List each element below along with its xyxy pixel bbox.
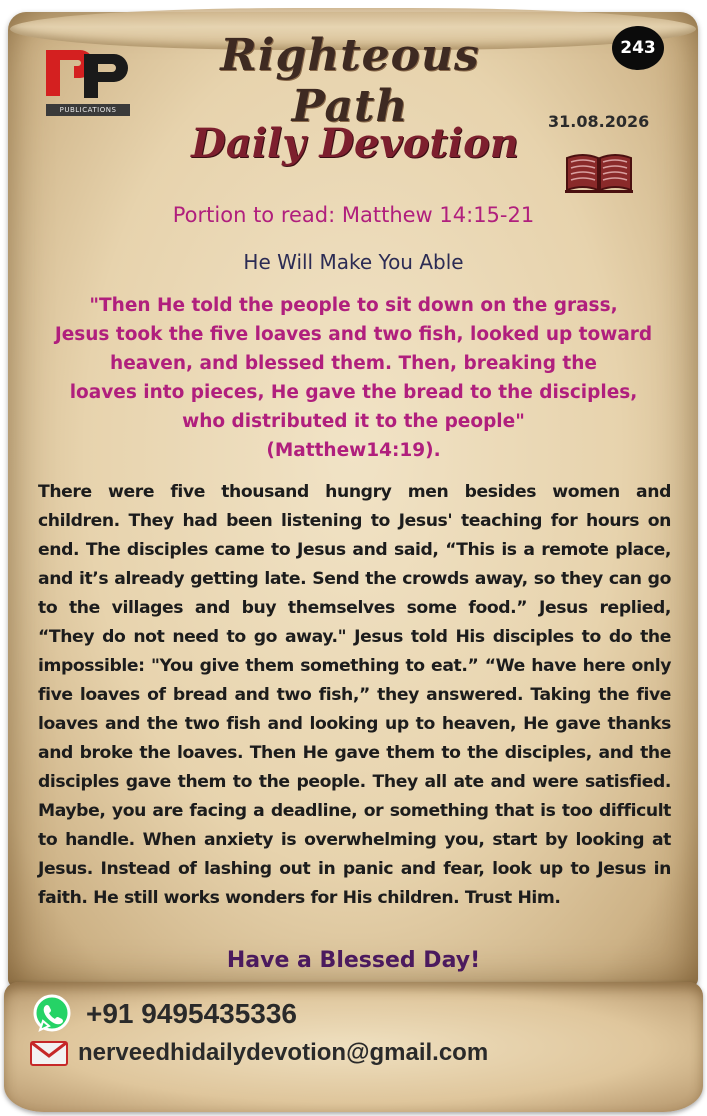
verse-line: "Then He told the people to sit down on the grass, bbox=[89, 295, 618, 316]
portion-to-read: Portion to read: Matthew 14:15-21 bbox=[172, 203, 535, 227]
contact-phone bbox=[30, 995, 297, 1033]
whatsapp-icon bbox=[30, 994, 74, 1034]
contact-email bbox=[30, 1036, 488, 1070]
devotion-body: There were five thousand hungry men besides women and children. They had been listening to Jesus' teaching for hours on end. The disciples came to Jesus and said, “This is a remote place, and it’s already getting late. Send the crowds away, so they can go to the villages and buy themselves some food.” Jesus replied, “They do not need to go away." Jesus told His disciples to do the impossible: "You give them something to eat.” “We have here only five loaves of bread and two fish,” they answered. Taking the five loaves and the two fish and looking up to heaven, He gave thanks and broke the loaves. Then He gave them to the disciples, and the disciples gave them to the people. They all ate and were satisfied. Maybe, you are facing a deadline, or something that is too difficult to handle. When anxiety is overwhelming you, start by looking at Jesus. Instead of lashing out in panic and fear, look up to Jesus in faith. He still works wonders for His children. Trust Him. bbox=[38, 482, 671, 908]
mail-icon bbox=[30, 1039, 68, 1067]
rp-logo-mark bbox=[44, 40, 130, 98]
page-subtitle: Daily Devotion bbox=[191, 120, 519, 167]
email-address[interactable]: nerveedhidailydevotion@gmail.com bbox=[78, 1039, 489, 1066]
verse-line: Jesus took the five loaves and two fish, looked up toward bbox=[54, 324, 653, 345]
scripture-verse bbox=[40, 291, 667, 465]
verse-reference: (Matthew14:19). bbox=[266, 440, 441, 461]
page-number-badge: 243 bbox=[612, 26, 664, 70]
publisher-logo bbox=[42, 40, 132, 122]
verse-line: who distributed it to the people" bbox=[182, 411, 525, 432]
open-book-icon bbox=[563, 150, 635, 194]
closing-blessing: Have a Blessed Day! bbox=[226, 948, 481, 973]
phone-number[interactable]: +91 9495435336 bbox=[86, 998, 297, 1029]
devotion-date: 31.08.2026 bbox=[548, 112, 650, 131]
devotion-heading: He Will Make You Able bbox=[243, 250, 464, 274]
verse-line: loaves into pieces, He gave the bread to the disciples, bbox=[69, 382, 638, 403]
page-title: Righteous Path bbox=[220, 30, 480, 132]
verse-line: heaven, and blessed them. Then, breaking the bbox=[110, 353, 597, 374]
logo-subtext: PUBLICATIONS bbox=[46, 104, 130, 116]
